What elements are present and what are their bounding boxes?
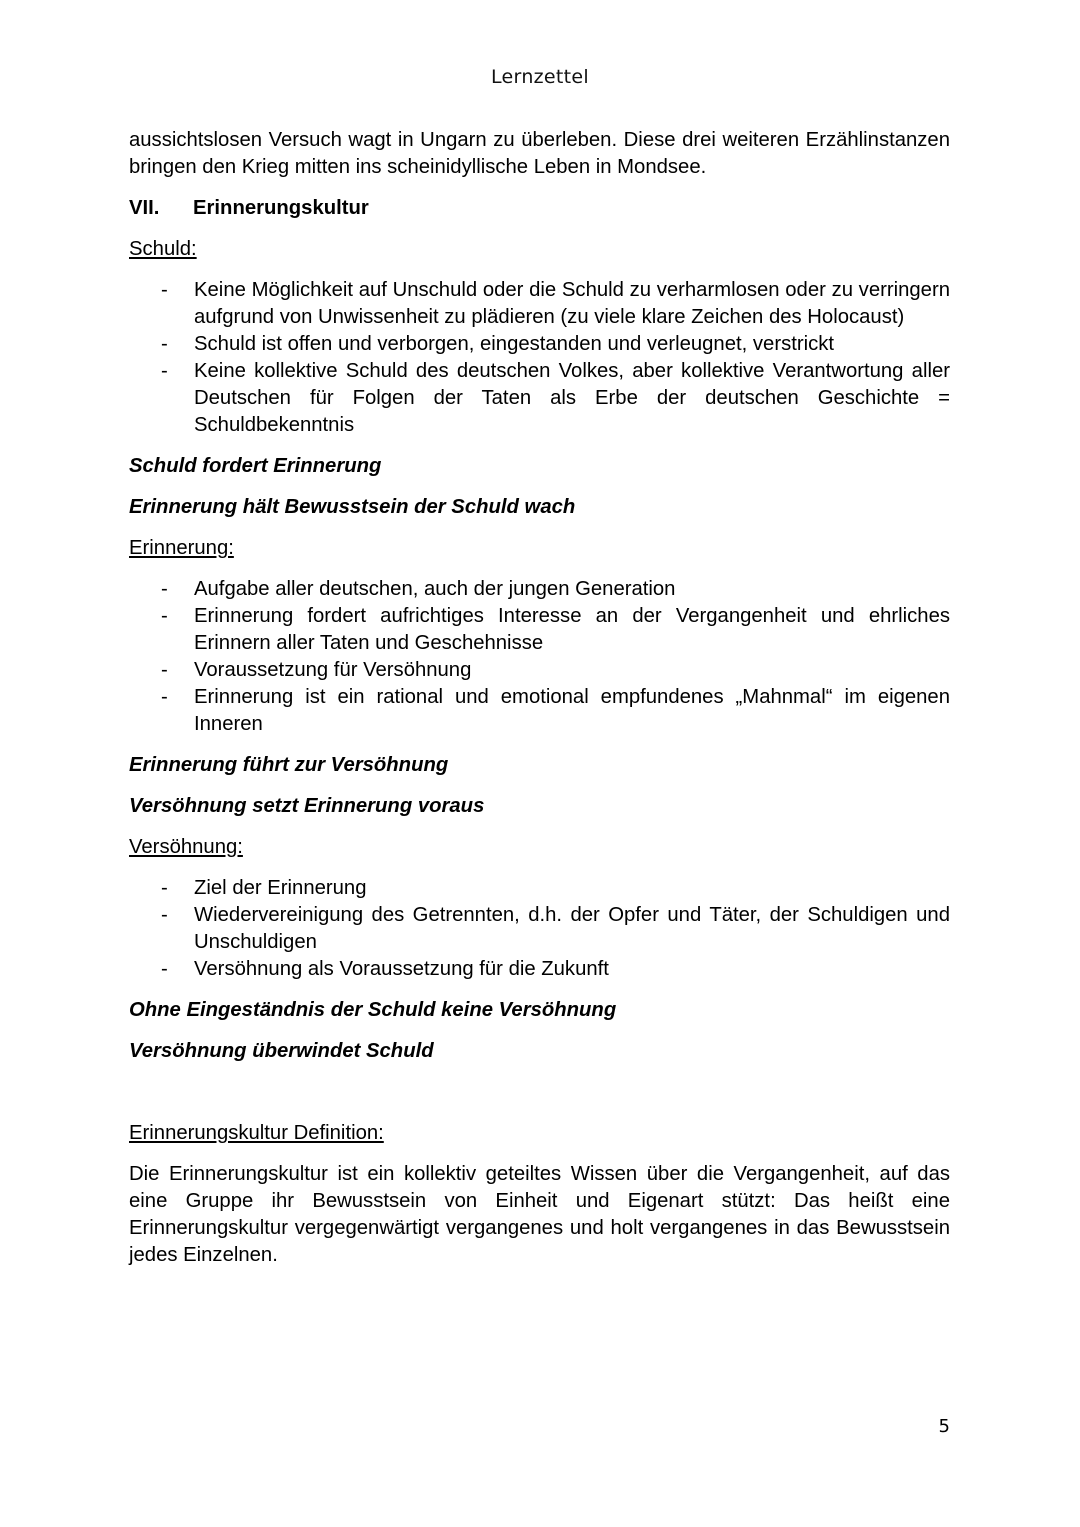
list-item-text: Keine Möglichkeit auf Unschuld oder die Schuld zu verharmlosen oder zu verringern aufgrund von Unwissenheit zu plädieren (zu viele klare Zeichen des Holocaust) <box>194 279 950 328</box>
list-item-text: Schuld ist offen und verborgen, eingestanden und verleugnet, verstrickt <box>194 333 835 355</box>
list-item <box>129 277 950 331</box>
versoehnung-statement-1: Ohne Eingeständnis der Schuld keine Versöhnung <box>129 999 617 1021</box>
versoehnung-list <box>129 875 950 983</box>
list-item <box>129 956 950 983</box>
erinnerung-statement-2: Versöhnung setzt Erinnerung voraus <box>129 795 485 817</box>
section-heading <box>129 195 950 222</box>
list-item-text: Erinnerung fordert aufrichtiges Interesse an der Vergangenheit und ehrliches Erinnern aller Taten und Geschehnisse <box>194 605 950 654</box>
list-item-text: Wiedervereinigung des Getrennten, d.h. der Opfer und Täter, der Schuldigen und Unschuldigen <box>194 904 950 953</box>
list-item <box>129 358 950 439</box>
list-item <box>129 603 950 657</box>
list-item <box>129 331 950 358</box>
schuld-list <box>129 277 950 439</box>
bullet-dash: - <box>161 605 168 627</box>
list-item-text: Ziel der Erinnerung <box>194 877 367 899</box>
page-number: 5 <box>938 1416 950 1437</box>
bullet-dash: - <box>161 659 168 681</box>
list-item <box>129 576 950 603</box>
list-item <box>129 902 950 956</box>
page-content <box>129 127 950 1269</box>
bullet-dash: - <box>161 333 168 355</box>
bullet-dash: - <box>161 904 168 926</box>
erinnerung-list <box>129 576 950 738</box>
bullet-dash: - <box>161 877 168 899</box>
page-header: Lernzettel <box>491 66 589 88</box>
bullet-dash: - <box>161 578 168 600</box>
list-item <box>129 684 950 738</box>
list-item-text: Versöhnung als Voraussetzung für die Zukunft <box>194 958 609 980</box>
versoehnung-heading: Versöhnung: <box>129 836 243 858</box>
bullet-dash: - <box>161 279 168 301</box>
intro-paragraph: aussichtslosen Versuch wagt in Ungarn zu überleben. Diese drei weiteren Erzählinstanzen bringen den Krieg mitten ins scheinidyllische Leben in Mondsee. <box>129 129 950 178</box>
bullet-dash: - <box>161 686 168 708</box>
list-item-text: Aufgabe aller deutschen, auch der jungen Generation <box>194 578 676 600</box>
list-item-text: Voraussetzung für Versöhnung <box>194 659 472 681</box>
list-item-text: Erinnerung ist ein rational und emotional empfundenes „Mahnmal“ im eigenen Inneren <box>194 686 950 735</box>
list-item <box>129 657 950 684</box>
list-item <box>129 875 950 902</box>
list-item-text: Keine kollektive Schuld des deutschen Volkes, aber kollektive Verantwortung aller Deutschen für Folgen der Taten als Erbe der deutschen Geschichte = Schuldbekenntnis <box>194 360 950 436</box>
schuld-heading: Schuld: <box>129 238 197 260</box>
definition-text: Die Erinnerungskultur ist ein kollektiv geteiltes Wissen über die Vergangenheit, auf das eine Gruppe ihr Bewusstsein von Einheit und Eigenart stützt: Das heißt eine Erinnerungskultur vergegenwärtigt vergangenes und holt vergangenes in das Bewusstsein jedes Einzelnen. <box>129 1163 950 1266</box>
bullet-dash: - <box>161 958 168 980</box>
schuld-statement-1: Schuld fordert Erinnerung <box>129 455 382 477</box>
erinnerung-heading: Erinnerung: <box>129 537 234 559</box>
schuld-statement-2: Erinnerung hält Bewusstsein der Schuld wach <box>129 496 576 518</box>
section-title: Erinnerungskultur <box>193 197 369 219</box>
erinnerung-statement-1: Erinnerung führt zur Versöhnung <box>129 754 449 776</box>
versoehnung-statement-2: Versöhnung überwindet Schuld <box>129 1040 434 1062</box>
section-number: VII. <box>129 197 160 219</box>
definition-heading: Erinnerungskultur Definition: <box>129 1122 384 1144</box>
bullet-dash: - <box>161 360 168 382</box>
